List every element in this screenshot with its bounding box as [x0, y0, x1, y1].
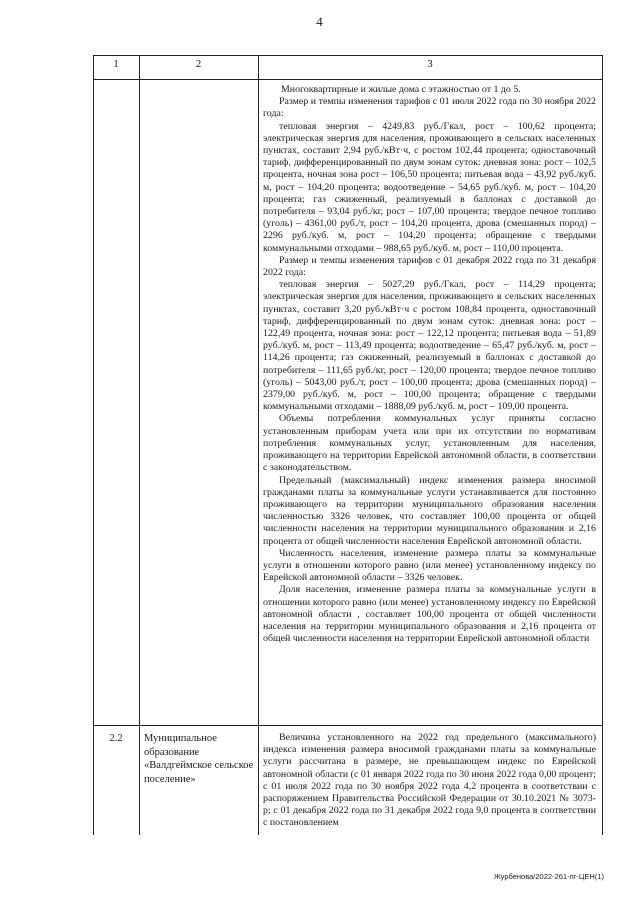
row-1-content — [263, 84, 596, 645]
paragraph: Многоквартирные и жилые дома с этажностью от 1 до 5. — [281, 84, 521, 95]
page-number: 4 — [316, 14, 323, 29]
header-divider — [93, 79, 603, 80]
table-column-divider-2 — [258, 55, 259, 835]
column-header-2: 2 — [195, 58, 202, 70]
column-header-1: 1 — [113, 58, 119, 70]
document-code: Журбенова/2022-261-пг-ЦЕН(1) — [493, 872, 604, 881]
column-header-3: 3 — [427, 58, 433, 70]
paragraph: Численность населения, изменение размера платы за коммунальные услуги в отношении которого равно (или менее) установленному индексу по Еврейской автономной области – 3326 человек. — [263, 547, 596, 584]
paragraph: Размер и темпы изменения тарифов с 01 июля 2022 года по 30 ноября 2022 года: — [263, 96, 596, 120]
table-column-divider-1 — [139, 55, 140, 835]
table-border-top — [93, 55, 603, 56]
table-border-left — [93, 55, 94, 835]
paragraph: Объемы потребления коммунальных услуг приняты согласно установленным приборам учета или при их отсутствии по нормативам потребления коммунальных услуг, установленным для населения, проживающего на территории Еврейской автономной области, в соответствии с законодательством. — [263, 413, 596, 474]
row-2-content — [263, 732, 596, 830]
paragraph: Величина установленного на 2022 год предельного (максимального) индекса изменения размера вносимой гражданами платы за коммунальные услуги рассчитана в размере, не превышающем индекс по Еврейской автономной области (с 01 января 2022 года по 30 июня 2022 года 0,00 процент; с 01 июля 2022 года по 30 ноября 2022 года 4,2 процента в соответствии с распоряжением Правительства Российской Федерации от 30.10.2021 № 3073-р; с 01 декабря 2022 года по 31 декабря 2022 года 9,0 процента в соответствии с постановлением — [263, 732, 596, 829]
paragraph: Размер и темпы изменения тарифов с 01 декабря 2022 года по 31 декабря 2022 года: — [263, 254, 596, 279]
row-divider — [93, 725, 603, 726]
row-2-name: Муниципальное образование «Валдгеймское сельское поселение» — [144, 733, 254, 785]
paragraph: Предельный (максимальный) индекс изменения размера вносимой гражданами платы за коммунальные услуги устанавливается для постоянно проживающего на территории муниципального образования населения численностью 3326 человек, что составляет 100,00 процента от общей численности населения на территории муниципального образования и 2,16 процента от общей численности населения Еврейской автономной области. — [263, 474, 596, 547]
row-2-number: 2.2 — [109, 733, 123, 744]
paragraph: тепловая энергия – 5027,29 руб./Гкал, рост – 114,29 процента; электрическая энергия для населения, проживающего в сельских населенных пунктах, составит 3,20 руб./кВт·ч с ростом 108,84 процента, одноставочный тариф, дифференцированный по двум зонам суток: дневная зона: рост – 122,49 процента, ночная зона: рост – 122,12 процента; питьевая вода – 51,89 руб./куб. м, рост – 113,49 процента; водоотведение – 65,47 руб./куб. м, рост – 114,26 процента; газ сжиженный, реализуемый в баллонах с доставкой до потребителя – 111,65 руб./кг, рост – 120,00 процента; твердое печное топливо (уголь) – 5043,00 руб./т, рост – 100,00 процента; дрова (смешанных пород) – 2379,00 руб./куб. м, рост – 100,00 процента; обращение с твердыми коммунальными отходами – 1888,09 руб./куб. м, рост – 109,00 процента. — [263, 279, 596, 413]
paragraph: Доля населения, изменение размера платы за коммунальные услуги в отношении которого равно (или менее) установленному индексу по Еврейской автономной области , составляет 100,00 процента от общей численности населения на территории муниципального образования и 2,16 процента от общей численности населения на территории Еврейской автономной области — [263, 584, 596, 645]
table-border-right — [602, 55, 603, 835]
document-table — [93, 55, 603, 835]
paragraph: тепловая энергия – 4249,83 руб./Гкал, рост – 100,62 процента; электрическая энергия для населения, проживающего в сельских населенных пунктах, составит 2,94 руб./кВт·ч, с ростом 102,44 процента; одноставочный тариф, дифференцированный по двум зонам суток: дневная зона: рост – 102,5 процента, ночная зона рост – 106,50 процента; питьевая вода – 43,92 руб./куб. м, рост – 104,20 процента; водоотведение – 54,65 руб./куб. м, рост – 104,20 процента; газ сжиженный, реализуемый в баллонах с доставкой до потребителя – 93,04 руб./кг, рост – 107,00 процента; твердое печное топливо (уголь) – 4361,00 руб./т, рост – 104,20 процента, дрова (смешанных пород) – 2296 руб./куб. м, рост – 104,20 процента; обращение с твердыми коммунальными отходами – 988,65 руб./куб. м, рост – 110,00 процента. — [263, 120, 596, 254]
